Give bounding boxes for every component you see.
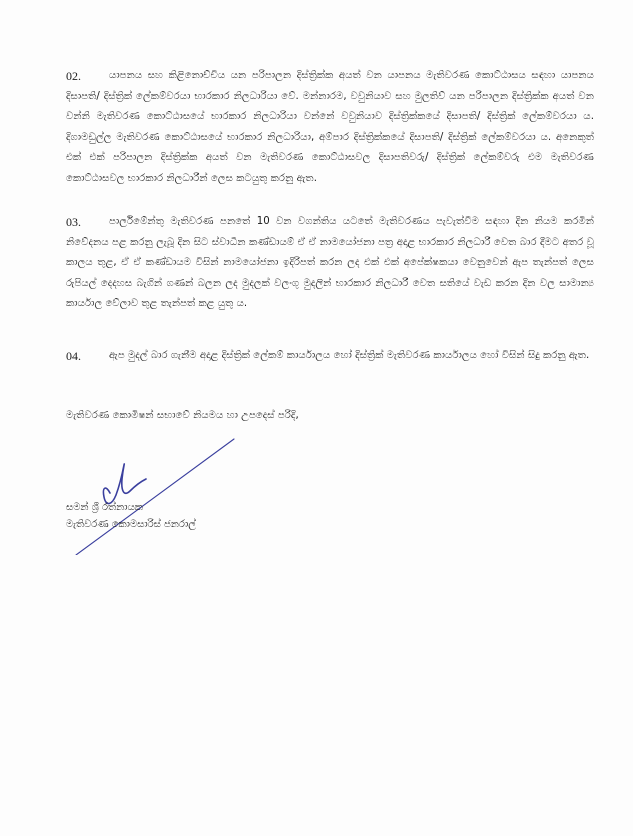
paragraph-text: යාපනය සහ කිළිනොච්චිය යන පරිපාලන දිස්ත්‍රික්ක අයත් වන යාපනය මැතිවරණ කොට්ඨාසය සඳහා යාපනය දිසාපති/ දිස්ත්‍රික් ලේකම්වරයා භාරකාර නිලධාරියා වේ. මන්නාරම, වවුනියාව සහ මුලතිව් යන පරිපාලන දිස්ත්‍රික්ක අයත් වන වන්නි මැතිවරණ කොට්ඨාසයේ භාරකාර නිලධාරියා වන්නේ වවුනියාව දිස්ත්‍රික්කයේ දිසාපති/ දිස්ත්‍රික් ලේකම්වරයා ය. දිගාමඩුල්ල මැතිවරණ කොට්ඨාසයේ භාරකාර නිලධාරියා, අම්පාර දිස්ත්‍රික්කයේ දිසාපති/ දිස්ත්‍රික් ලේකම්වරයා ය. අනෙකුත් එක් එක් පරිපාලන දිස්ත්‍රික්ක අයත් වන මැතිවරණ කොට්ඨාසවල දිසාපතිවරු/ දිස්ත්‍රික් ලේකම්වරු එම මැතිවරණ කොට්ඨාසවල භාරකාර නිලධාරීන් ලෙස කටයුතු කරනු ඇත. [66, 70, 594, 184]
paragraph-number: 04. [66, 349, 81, 363]
paragraph-04 [66, 346, 594, 367]
handwritten-signature [62, 435, 242, 555]
paragraph-text: ඇප මුදල් බාර ගැනීම අදාළ දිස්ත්‍රික් ලේකම් කාර්යාලය හෝ දිස්ත්‍රික් මැතිවරණ කාර්යාලය හෝ විසින් සිදු කරනු ඇත. [109, 350, 590, 361]
closing-line: මැතිවරණ කොමිෂන් සභාවේ නියමය හා උපදෙස් පරිදි, [66, 410, 299, 421]
paragraph-02 [66, 66, 594, 189]
paragraph-number: 02. [66, 69, 81, 83]
paragraph-number: 03. [66, 215, 81, 229]
signatory-name: සමන් ශ්‍රී රත්නායක [66, 502, 143, 513]
paragraph-03 [66, 212, 594, 315]
paragraph-text: පාර්ලිමේන්තු මැතිවරණ පනතේ 10 වන වගන්තිය යටතේ මැතිවරණය පැවැත්වීම සඳහා දින නියම කරමින් නිවේදනය පළ කරනු ලැබූ දින සිට ස්වාධීන කණ්ඩායම් ඒ ඒ නාමයෝජනා පත්‍ර අදාළ භාරකාර නිලධාරී වෙත බාර දීමට අතර වූ කාලය තුළ, ඒ ඒ කණ්ඩායම විසින් නාමයෝජනා ඉදිරිපත් කරන ලද එක් එක් අපේක්ෂකයා වෙනුවෙන් ඇප තැන්පත් ලෙස රුපියල් දෙදහස බැගින් ගණන් බලන ලද මුදලක් වලංගු මුදලින් භාරකාර නිලධාරී වෙත සතියේ වැඩ කරන දින වල සාමාන්‍ය කාර්යාල වේලාව තුළ තැන්පත් කළ යුතු ය. [66, 216, 594, 309]
signatory-title: මැතිවරණ කොමසාරිස් ජනරාල් [66, 519, 196, 530]
